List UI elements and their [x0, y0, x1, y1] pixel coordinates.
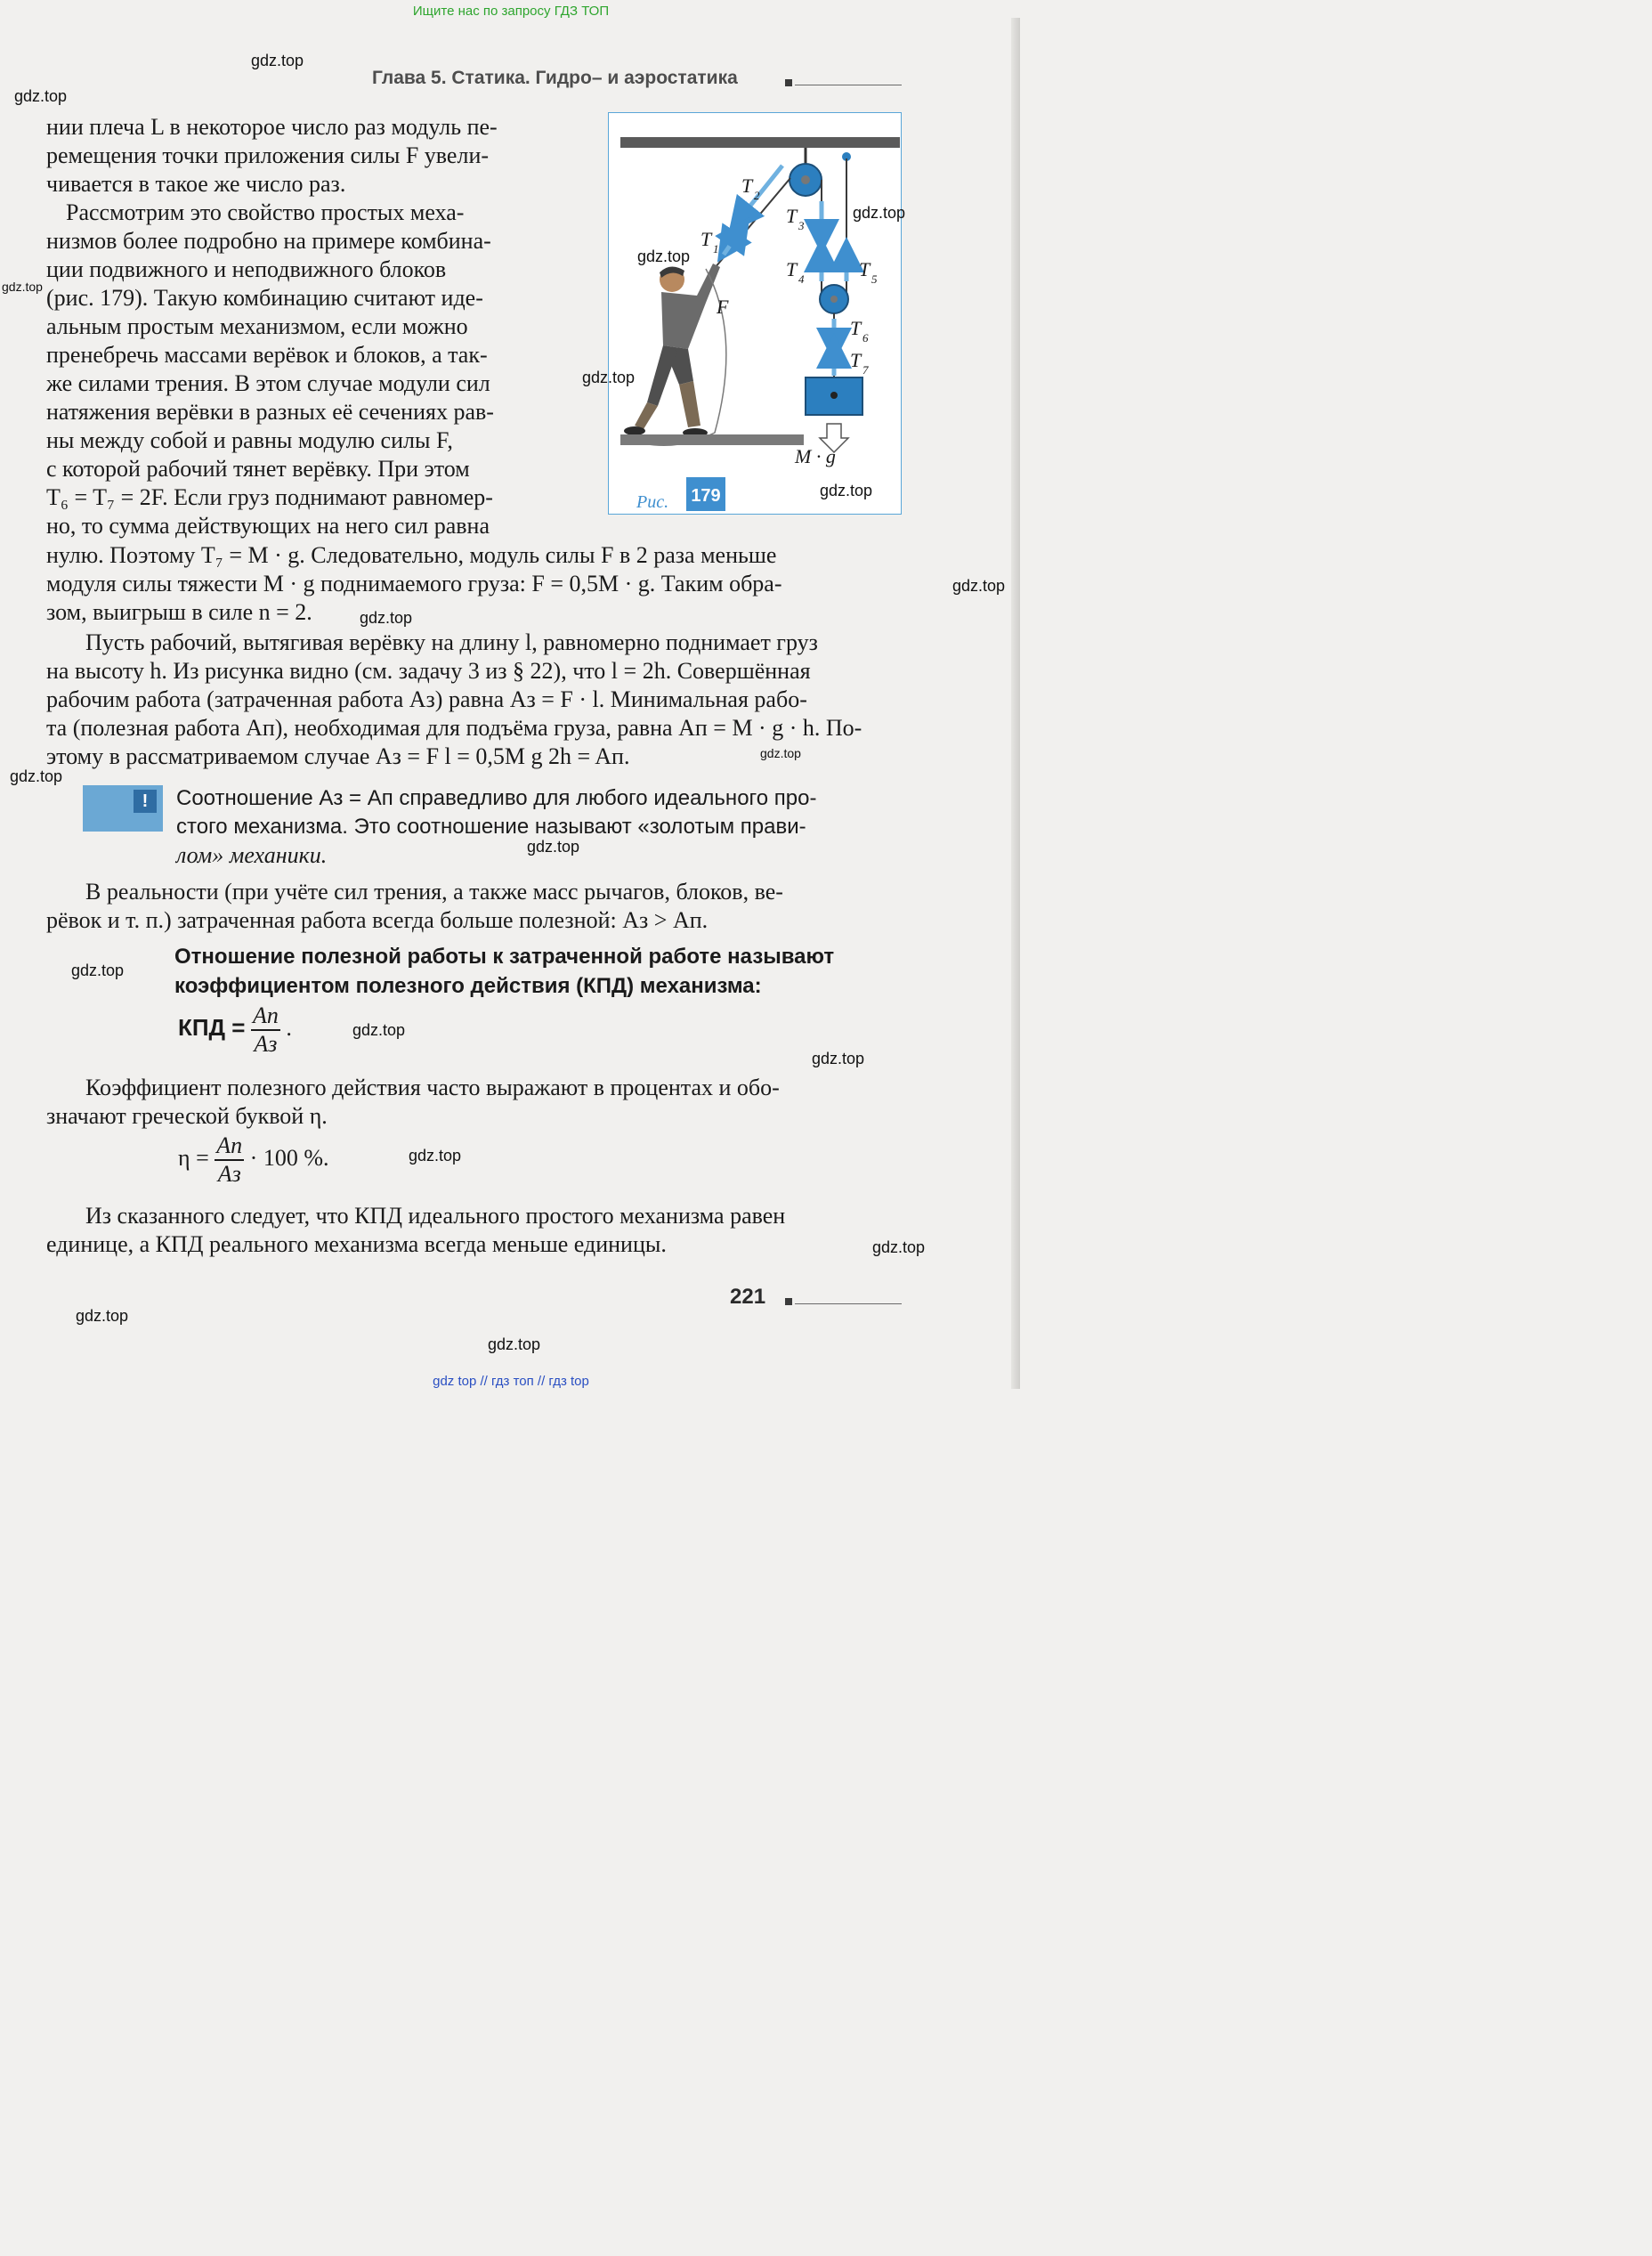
watermark: gdz.top	[360, 609, 413, 627]
label-f: F	[717, 296, 729, 318]
label-t3: T	[786, 205, 798, 227]
watermark: gdz.top	[488, 1335, 541, 1353]
watermark: gdz.top	[952, 577, 1006, 595]
chapter-header: Глава 5. Статика. Гидро– и аэростатика	[372, 68, 738, 88]
label-t5-sub: 5	[871, 272, 878, 286]
text-line: чивается в такое же число раз.	[46, 171, 346, 197]
page-number: 221	[730, 1285, 766, 1309]
label-t6-sub: 6	[862, 331, 869, 345]
page-edge-shadow	[1011, 18, 1020, 1389]
formula-kpd	[178, 1002, 292, 1058]
label-mg: M · g	[795, 445, 836, 467]
text-line: на высоту h. Из рисунка видно (см. задачу 3 из § 22), что l = 2h. Совершённая	[46, 658, 811, 684]
text-line: (рис. 179). Такую комбинацию считают иде-	[46, 285, 483, 311]
text-line: В реальности (при учёте сил трения, а также масс рычагов, блоков, ве-	[85, 879, 783, 905]
ground	[620, 434, 804, 445]
percent-paragraph	[46, 1074, 903, 1131]
watermark: gdz.top	[76, 1307, 129, 1325]
formula-kpd-numerator: Aп	[251, 1002, 280, 1031]
text-line: модуля силы тяжести M · g поднимаемого груза: F = 0,5M · g. Таким обра-	[46, 571, 782, 596]
top-search-banner[interactable]: Ищите нас по запросу ГДЗ ТОП	[412, 4, 610, 19]
text-line: ремещения точки приложения силы F увели-	[46, 142, 490, 168]
text-line: альным простым механизмом, если можно	[46, 313, 468, 339]
figure-number: 179	[691, 486, 721, 506]
formula-kpd-lhs: КПД =	[178, 1013, 246, 1041]
text-line: T₆ = T₇ = 2F. Если груз поднимают равномер-	[46, 484, 493, 510]
watermark: gdz.top	[527, 838, 580, 856]
formula-eta-fraction	[215, 1132, 244, 1188]
ceiling-beam	[620, 137, 900, 148]
text-line: единице, а КПД реального механизма всегда меньше единицы.	[46, 1231, 667, 1257]
text-line: значают греческой буквой η.	[46, 1103, 328, 1129]
label-t4: T	[786, 258, 798, 280]
column-paragraphs	[46, 113, 570, 540]
watermark: gdz.top	[10, 767, 63, 785]
page-number-marker	[785, 1298, 792, 1305]
text-line: этому в рассматриваемом случае Aз = F l = 0,5M g 2h = Aп.	[46, 743, 630, 769]
label-t4-sub: 4	[798, 272, 805, 286]
text-line: Отношение полезной работы к затраченной работе называют	[174, 945, 835, 969]
golden-rule-text	[176, 784, 906, 870]
text-line: Соотношение Aз = Aп справедливо для любого идеального про-	[176, 786, 817, 810]
label-t6: T	[850, 317, 862, 339]
header-marker	[785, 79, 792, 86]
label-t1: T	[700, 228, 712, 250]
label-t2-sub: 2	[754, 189, 760, 202]
watermark: gdz.top	[409, 1147, 462, 1165]
formula-eta	[178, 1132, 328, 1188]
exclamation-icon: !	[134, 790, 157, 813]
watermark: gdz.top	[820, 482, 873, 499]
formula-kpd-fraction	[251, 1002, 280, 1058]
text-line: лом» механики.	[176, 842, 328, 868]
label-t5: T	[859, 258, 871, 280]
watermark: gdz.top	[582, 369, 636, 386]
formula-kpd-tail: .	[286, 1014, 292, 1041]
text-line: натяжения верёвки в разных её сечениях рав-	[46, 399, 494, 425]
watermark: gdz.top	[872, 1238, 926, 1256]
label-t2: T	[741, 174, 753, 197]
formula-eta-numerator: Aп	[215, 1132, 244, 1161]
text-line: но, то сумма действующих на него сил равна	[46, 513, 490, 539]
watermark: gdz.top	[352, 1021, 406, 1039]
text-line: стого механизма. Это соотношение называют «золотым прави-	[176, 815, 806, 839]
text-line: низмов более подробно на примере комбина-	[46, 228, 491, 254]
efficiency-definition	[174, 942, 904, 1001]
watermark: gdz.top	[71, 962, 125, 979]
text-line: пренебречь массами верёвок и блоков, а так-	[46, 342, 488, 368]
figure-179	[608, 112, 902, 515]
watermark: gdz.top	[760, 746, 801, 760]
formula-eta-lhs: η =	[178, 1144, 209, 1171]
reality-paragraph	[46, 878, 903, 935]
text-line: Рассмотрим это свойство простых меха-	[66, 199, 465, 225]
pulley-diagram	[608, 112, 902, 515]
conclusion-paragraph	[46, 1202, 903, 1259]
figure-caption-word: Рис.	[636, 492, 669, 512]
continuation-paragraph	[46, 541, 903, 627]
watermark: gdz.top	[251, 52, 304, 69]
text-line: нии плеча L в некоторое число раз модуль пе-	[46, 114, 498, 140]
text-line: рабочим работа (затраченная работа Aз) равна Aз = F · l. Минимальная рабо-	[46, 686, 807, 712]
text-line: рёвок и т. п.) затраченная работа всегда больше полезной: Aз > Aп.	[46, 907, 709, 933]
label-t7-sub: 7	[862, 363, 869, 377]
label-t1-sub: 1	[713, 242, 719, 256]
text-line: ции подвижного и неподвижного блоков	[46, 256, 447, 282]
text-line: же силами трения. В этом случае модули сил	[46, 370, 490, 396]
text-line: Пусть рабочий, вытягивая верёвку на длину l, равномерно поднимает груз	[85, 629, 818, 655]
formula-eta-tail: · 100 %.	[249, 1144, 329, 1171]
label-t3-sub: 3	[798, 219, 805, 232]
text-line: коэффициентом полезного действия (КПД) механизма:	[174, 974, 762, 998]
watermark: gdz.top	[853, 204, 906, 222]
watermark: gdz.top	[14, 87, 68, 105]
text-line: Коэффициент полезного действия часто выражают в процентах и обо-	[85, 1075, 780, 1100]
text-line: Из сказанного следует, что КПД идеального простого механизма равен	[85, 1203, 786, 1229]
text-line: та (полезная работа Aп), необходимая для подъёма груза, равна Aп = M · g · h. По-	[46, 715, 862, 741]
label-t7: T	[850, 349, 862, 371]
page-number-rule	[795, 1303, 902, 1304]
watermark: gdz.top	[812, 1050, 865, 1067]
text-line: зом, выигрыш в силе n = 2.	[46, 599, 312, 625]
formula-eta-denominator: Aз	[217, 1161, 241, 1187]
text-line: с которой рабочий тянет верёвку. При этом	[46, 456, 470, 482]
text-line: нулю. Поэтому T₇ = M · g. Следовательно, модуль силы F в 2 раза меньше	[46, 542, 777, 568]
formula-kpd-denominator: Aз	[254, 1031, 278, 1057]
watermark: gdz.top	[2, 280, 43, 294]
text-line: ны между собой и равны модулю силы F,	[46, 427, 453, 453]
bottom-search-links[interactable]: gdz top // гдз топ // гдз top	[433, 1374, 589, 1389]
watermark: gdz.top	[637, 248, 691, 265]
